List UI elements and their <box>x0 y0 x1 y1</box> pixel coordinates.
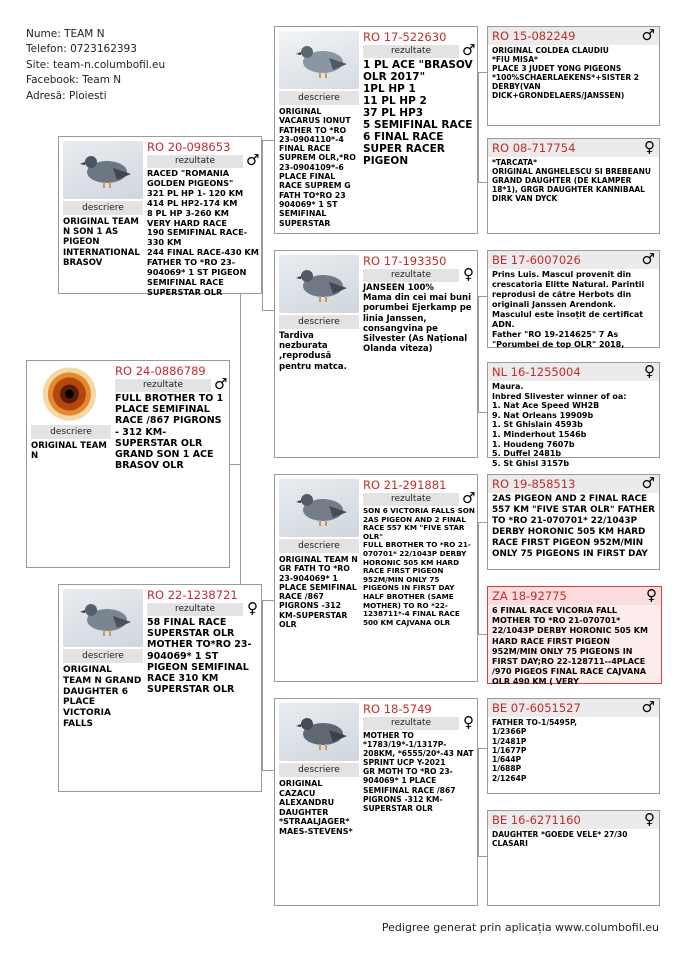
ring-number: RO 08-717754 <box>492 141 576 155</box>
female-icon: ♀ <box>247 599 258 617</box>
results-button[interactable]: rezultate <box>147 603 243 616</box>
breeder-info <box>26 27 165 104</box>
description-button[interactable]: descriere <box>279 539 359 553</box>
breeder-facebook[interactable]: Facebook: Team N <box>26 74 122 87</box>
pigeon-card-fmm <box>487 362 660 468</box>
breeder-site[interactable]: Site: team-n.columbofil.eu <box>26 58 166 71</box>
pigeon-description: ORIGINAL TEAM N SON 1 AS PIGEON INTERNATIONAL BRASOV <box>63 217 140 268</box>
results-button[interactable]: rezultate <box>363 269 459 282</box>
connector-line <box>478 856 487 857</box>
description-button[interactable]: descriere <box>63 649 143 663</box>
connector-line <box>262 140 274 141</box>
ring-number: RO 18-5749 <box>363 702 432 716</box>
pigeon-photo[interactable] <box>279 31 359 89</box>
connector-line <box>478 296 487 297</box>
pigeon-silhouette-icon <box>293 40 349 80</box>
male-icon: ♂ <box>246 151 260 169</box>
pigeon-card-mother-mother <box>274 698 478 906</box>
connector-line <box>478 296 479 412</box>
pigeon-card-father-mother <box>274 250 478 458</box>
pigeon-silhouette-icon <box>77 598 133 638</box>
pigeon-description: ORIGINAL CAZACU ALEXANDRU DAUGHTER *STRAALJAGER* MAES-STEVENS* <box>279 779 353 836</box>
pigeon-info: ORIGINAL COLDEA CLAUDIU *FIU MISA* PLACE 3 JUDET YONG PIGEONS *100%SCHAERLAEKENS*+SISTER 2 DERBY(VAN DICK+GRONDELAERS/JANSSEN) <box>492 46 639 100</box>
pigeon-info: MOTHER TO *1783/19*-1/1317P-208KM, *6555/20*-43 NAT SPRINT UCP Y-2021 GR MOTH TO *RO 23-904069* 1 PLACE SEMIFINAL RACE /867 PIGRONS -312 KM-SUPERSTAR OLR <box>363 731 474 813</box>
pigeon-silhouette-icon <box>77 150 133 190</box>
breeder-address: Adresă: Ploiesti <box>26 89 107 102</box>
pigeon-info: FATHER TO-1/5495P, 1/2366P 1/2481P 1/1677P 1/644P 1/688P 2/1264P <box>492 718 577 783</box>
pigeon-card-mfm <box>487 586 662 687</box>
female-icon: ♀ <box>644 362 655 380</box>
pigeon-info: Maura. Inbred Slivester winner of oa: 1. Nat Ace Speed WH2B 9. Nat Orleans 19909b 1. St Ghislain 4593b 1. Minderhout 1546b 1. Houdeng 7607b 5. Duffel 2481b 5. St Ghisl 3157b <box>492 382 627 468</box>
pigeon-description: ORIGINAL TEAM N <box>31 441 107 462</box>
pigeon-info: *TARCATA* ORIGINAL ANGHELESCU SI BREBEANU GRAND DAUGHTER (DE KLAMPER 18*1), GRGR DAUGHTER KANNIBAAL DIRK VAN DYCK <box>492 158 651 203</box>
pigeon-description: ORIGINAL VACARUS IONUT FATHER TO *RO 23-0904110*-4 FINAL RACE SUPREM OLR,*RO 23-0904109*-6 PLACE FINAL RACE SUPREM G FATH TO*RO 23 904069* 1 ST SEMIFINAL SUPERSTAR <box>279 107 356 228</box>
connector-line <box>478 72 487 73</box>
female-icon: ♀ <box>646 586 657 604</box>
photo-column <box>279 479 359 629</box>
connector-line <box>478 72 479 182</box>
connector-line <box>478 412 487 413</box>
pigeon-card-mother <box>58 584 262 792</box>
ring-number: ZA 18-92775 <box>492 589 567 603</box>
connector-line <box>262 770 274 771</box>
pigeon-description: ORIGINAL TEAM N GR FATH TO *RO 23-904069* 1 PLACE SEMIFINAL RACE /867 PIGRONS -312 KM-SUPERSTAR OLR <box>279 555 358 630</box>
description-button[interactable]: descriere <box>279 763 359 777</box>
ring-number: RO 17-193350 <box>363 254 447 268</box>
results-button[interactable]: rezultate <box>363 493 459 506</box>
results-button[interactable]: rezultate <box>363 45 459 58</box>
pigeon-card-mff <box>487 474 660 570</box>
pigeon-info: FULL BROTHER TO 1 PLACE SEMIFINAL RACE /867 PIGRONS - 312 KM-SUPERSTAR OLR GRAND SON 1 ACE BRASOV OLR <box>115 393 224 472</box>
connector-line <box>478 634 487 635</box>
connector-line <box>478 522 479 634</box>
ring-number: RO 24-0886789 <box>115 364 206 378</box>
pigeon-silhouette-icon <box>293 264 349 304</box>
results-button[interactable]: rezultate <box>363 717 459 730</box>
pigeon-info: SON 6 VICTORIA FALLS SON 2AS PIGEON AND 2 FINAL RACE 557 KM "FIVE STAR OLR" FULL BROTHER TO *RO 21-070701* 22/1043P DERBY HORONIC 505 KM HARD RACE FIRST PIGEON 952M/MIN ONLY 75 PIGEONS IN FIRST DAY HALF BROTHER (SAME MOTHER) TO RO *22-1238711*-4 FINAL RACE 500 KM CAJVANA OLR <box>363 506 475 627</box>
female-icon: ♀ <box>463 713 474 731</box>
pigeon-info: JANSEEN 100% Mama din cei mai buni porumbei Ejerkamp pe linia Janssen, consangvina pe Silvester (As Național Olanda viteza) <box>363 283 472 355</box>
photo-column <box>31 365 111 461</box>
pigeon-card-fff <box>487 26 660 126</box>
pigeon-card-ffm <box>487 138 660 234</box>
pigeon-silhouette-icon <box>293 712 349 752</box>
photo-column <box>279 703 359 837</box>
pigeon-card-mmm <box>487 810 660 906</box>
pigeon-silhouette-icon <box>293 488 349 528</box>
male-icon: ♂ <box>641 26 655 44</box>
footer-credit: Pedigree generat prin aplicația www.columbofil.eu <box>381 921 659 934</box>
female-icon: ♀ <box>644 810 655 828</box>
female-icon: ♀ <box>644 138 655 156</box>
ring-number: RO 15-082249 <box>492 29 576 43</box>
pigeon-info: 58 FINAL RACE SUPERSTAR OLR MOTHER TO*RO 23-904069* 1 ST PIGEON SEMIFINAL RACE 310 KM SUPERSTAR OLR <box>147 617 252 696</box>
pigeon-info: 1 PL ACE "BRASOV OLR 2017" 1PL HP 1 11 PL HP 2 37 PL HP3 5 SEMIFINAL RACE 6 FINAL RACE SUPER RACER PIGEON <box>363 59 473 167</box>
breeder-name: Nume: TEAM N <box>26 28 105 40</box>
photo-column <box>63 141 143 268</box>
pigeon-eye-photo[interactable] <box>31 365 111 423</box>
pigeon-card-mother-father <box>274 474 478 682</box>
pigeon-photo[interactable] <box>63 589 143 647</box>
ring-number: BE 07-6051527 <box>492 701 581 715</box>
ring-number: BE 17-6007026 <box>492 253 581 267</box>
male-icon: ♂ <box>641 250 655 268</box>
pigeon-info: DAUGHTER *GOEDE VELE* 27/30 CLASARI <box>492 830 628 848</box>
pigeon-card-subject <box>26 360 230 568</box>
male-icon: ♂ <box>641 698 655 716</box>
description-button[interactable]: descriere <box>279 315 359 329</box>
pigeon-card-fmf <box>487 250 660 348</box>
description-button[interactable]: descriere <box>63 201 143 215</box>
male-icon: ♂ <box>641 474 655 492</box>
ring-number: RO 17-522630 <box>363 30 447 44</box>
pigeon-info: Prins Luis. Mascul provenit din crescatoria Elitte Natural. Parintii reprodusi de către Herbots din originali Janssen Arendonk. Masculul este însoțit de certificat ADN. Father "RO 19-214625" 7 As "Porumbei de top OLR" 2018, <box>492 270 645 349</box>
description-button[interactable]: descriere <box>31 425 111 439</box>
male-icon: ♂ <box>214 375 228 393</box>
connector-line <box>478 748 479 856</box>
pigeon-info: RACED "ROMANIA GOLDEN PIGEONS" 321 PL HP 1- 120 KM 414 PL HP2-174 KM 8 PL HP 3-260 KM VERY HARD RACE 190 SEMIFINAL RACE-330 KM 244 FINAL RACE-430 KM FATHER TO *RO 23-904069* 1 ST PIGEON SEMIFINAL RACE SUPERSTAR OLR <box>147 168 259 297</box>
connector-line <box>262 140 263 310</box>
photo-column <box>63 589 143 730</box>
ring-number: NL 16-1255004 <box>492 365 581 379</box>
photo-column <box>279 255 359 372</box>
connector-line <box>262 310 274 311</box>
ring-number: RO 19-858513 <box>492 477 576 491</box>
female-icon: ♀ <box>463 265 474 283</box>
connector-line <box>478 748 487 749</box>
results-button[interactable]: rezultate <box>147 155 243 168</box>
ring-number: BE 16-6271160 <box>492 813 581 827</box>
pigeon-photo[interactable] <box>63 141 143 199</box>
breeder-phone: Telefon: 0723162393 <box>26 43 137 56</box>
pigeon-photo[interactable] <box>279 479 359 537</box>
connector-line <box>262 600 263 770</box>
male-icon: ♂ <box>462 489 476 507</box>
connector-line <box>478 522 487 523</box>
pigeon-card-father-father <box>274 26 478 234</box>
pigeon-description: ORIGINAL TEAM N GRAND DAUGHTER 6 PLACE VICTORIA FALLS <box>63 665 142 729</box>
photo-column <box>279 31 359 228</box>
pigeon-info: 6 FINAL RACE VICORIA FALL MOTHER TO *RO 21-070701* 22/1043P DERBY HORONIC 505 KM HARD RACE FIRST PIGEON 952M/MIN ONLY 75 PIGEONS IN FIRST DAY;RO 22-128711--4PLACE /970 PIGEOS FINAL RACE CAJVANA OLR 490 KM ( VERY <box>492 606 648 687</box>
ring-number: RO 21-291881 <box>363 478 447 492</box>
connector-line <box>262 600 274 601</box>
pigeon-description: Tardiva nezburata ,reprodusă pentru matca. <box>279 331 347 372</box>
results-button[interactable]: rezultate <box>115 379 211 392</box>
description-button[interactable]: descriere <box>279 91 359 105</box>
ring-number: RO 22-1238721 <box>147 588 238 602</box>
pigeon-info: 2AS PIGEON AND 2 FINAL RACE 557 KM "FIVE STAR OLR" FATHER TO *RO 21-070701* 22/1043P DERBY HORONIC 505 KM HARD RACE FIRST PIGEON 952M/MIN ONLY 75 PIGEONS IN FIRST DAY <box>492 494 655 559</box>
ring-number: RO 20-098653 <box>147 140 231 154</box>
pigeon-card-mmf <box>487 698 660 794</box>
connector-line <box>230 464 240 465</box>
male-icon: ♂ <box>462 41 476 59</box>
pigeon-photo[interactable] <box>279 703 359 761</box>
connector-line <box>478 182 487 183</box>
pigeon-photo[interactable] <box>279 255 359 313</box>
pigeon-card-father <box>58 136 262 297</box>
